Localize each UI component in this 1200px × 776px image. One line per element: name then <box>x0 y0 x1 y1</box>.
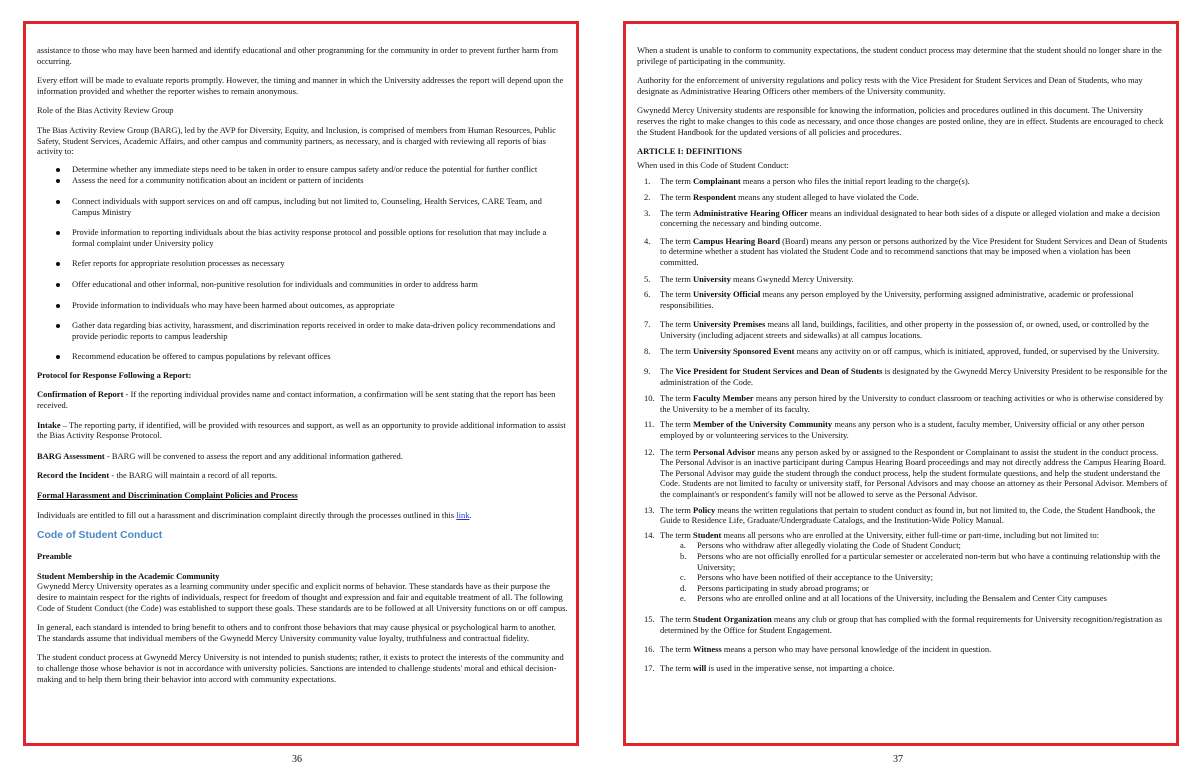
subitem-text: Persons who have been notified of their acceptance to the University; <box>697 572 934 583</box>
definition-number: 16. <box>644 644 655 655</box>
list-item <box>660 593 1171 604</box>
intake-label: Intake <box>37 419 61 430</box>
definition-prefix: The term <box>660 346 694 357</box>
record-label: Record the Incident <box>37 470 110 481</box>
subitem-text: Persons who are not officially enrolled for a particular semester or accelerated non-term but who have a continuing relationship with the University; <box>697 550 1161 572</box>
list-item <box>660 551 1171 572</box>
definition-prefix: The term <box>660 419 694 430</box>
definition-item <box>637 644 1171 655</box>
definition-prefix: The term <box>660 289 694 300</box>
definition-term: Vice President for Student Services and Dean of Students <box>675 366 883 377</box>
article-intro: When used in this Code of Student Conduct: <box>637 159 789 170</box>
definition-item <box>637 289 1171 310</box>
definition-text: means all persons who are enrolled at the University, either full-time or part-time, including but not limited to: <box>721 529 1099 540</box>
definition-number: 6. <box>644 289 651 300</box>
protocol-heading: Protocol for Response Following a Report: <box>37 369 192 380</box>
preamble-heading: Preamble <box>37 551 72 562</box>
definition-term: Administrative Hearing Officer <box>693 207 808 218</box>
definition-number: 4. <box>644 235 651 246</box>
subitem-letter: b. <box>680 550 687 561</box>
definition-text: means a person who may have personal knowledge of the incident in question. <box>721 644 992 655</box>
subitem-text: Persons participating in study abroad programs; or <box>697 582 869 593</box>
definition-prefix: The term <box>660 319 694 330</box>
list-item: Connect individuals with support services on and off campus, including but not limited to, Counseling, Health Services, CARE Team, and Campus Ministry <box>37 196 570 217</box>
subitem-text: Persons who are enrolled online and at all locations of the University, including the Bensalem and Center City campuses <box>697 593 1107 604</box>
intake-paragraph <box>37 420 570 441</box>
definition-item <box>637 366 1171 387</box>
definition-number: 13. <box>644 504 655 515</box>
definition-term: Respondent <box>693 191 737 202</box>
list-item: Refer reports for appropriate resolution processes as necessary <box>37 258 570 269</box>
definition-text: means any student alleged to have violated the Code. <box>736 191 919 202</box>
definition-term: Personal Advisor <box>693 446 756 457</box>
definition-item <box>637 530 1171 604</box>
definition-item <box>637 208 1171 229</box>
definition-text: means any activity on or off campus, which is initiated, approved, funded, or supervised by the University. <box>794 346 1160 357</box>
definition-prefix: The term <box>660 235 694 246</box>
evaluation-paragraph: Every effort will be made to evaluate reports promptly. However, the timing and manner in which the University addresses the report will depend upon the information provided and whether the reporter wishes to remain anonymous. <box>37 75 564 96</box>
definition-term: University Official <box>693 289 761 300</box>
subitem-letter: d. <box>680 582 687 593</box>
definition-term: will <box>693 662 707 673</box>
list-item <box>660 540 1171 551</box>
definition-term: Member of the University Community <box>693 419 833 430</box>
responsibility-paragraph: Gwynedd Mercy University students are responsible for knowing the information, policies and procedures outlined in this document. The University reserves the right to make changes to this code as necessary, and once those changes are posted online, they are in effect. Students are encouraged to check the Student Handbook for the updated versions of all policies and procedures. <box>637 105 1164 137</box>
complaint-link[interactable]: link <box>456 509 470 520</box>
authority-paragraph: Authority for the enforcement of university regulations and policy rests with the Vice President for Student Services and Dean of Students, who may designate as Administrative Hearing Officers other members of the University community. <box>637 75 1143 96</box>
definition-prefix: The term <box>660 662 694 673</box>
definition-text: is designated by the Gwynedd Mercy University President to be responsible for the administration of the Code. <box>660 366 1168 387</box>
article-heading: ARTICLE I: DEFINITIONS <box>637 146 743 157</box>
list-item: Recommend education be offered to campus populations by relevant offices <box>37 351 570 362</box>
definition-number: 1. <box>644 176 651 187</box>
list-item: Determine whether any immediate steps need to be taken in order to ensure campus safety and/or reduce the potential for further conflict <box>37 164 570 175</box>
membership-paragraph: Gwynedd Mercy University operates as a learning community under specific and explicit norms of behavior. These standards have as their purpose the desire to maintain respect for the rights of individuals, respect for freedom of thought and expression and fair and equitable treatment of all. The following Code of Student Conduct (the Code) was established to support these goals. These standards are to be followed at all University functions on or off campus. <box>37 581 568 613</box>
general-standards-paragraph: In general, each standard is intended to bring benefit to others and to confront those behaviors that may cause physical or psychological harm to another. The standards assume that individual members of the Gwynedd Mercy University community value loyalty, truthfulness and contractual fidelity. <box>37 622 556 643</box>
definition-term: University Sponsored Event <box>693 346 795 357</box>
confirmation-label: Confirmation of Report <box>37 389 124 400</box>
definition-number: 5. <box>644 273 651 284</box>
confirmation-text: - If the reporting individual provides name and contact information, a confirmation will be sent stating that the report has been received. <box>37 389 556 411</box>
definition-item <box>637 319 1171 340</box>
definition-term: Campus Hearing Board <box>693 235 780 246</box>
assessment-label: BARG Assessment <box>37 450 105 461</box>
definition-number: 9. <box>644 366 651 377</box>
list-item <box>660 583 1171 594</box>
list-item: Assess the need for a community notification about an incident or pattern of incidents <box>37 175 570 186</box>
barg-duties-list <box>37 164 570 362</box>
definitions-list <box>637 176 1171 673</box>
definition-text: means Gwynedd Mercy University. <box>730 273 854 284</box>
assessment-text: - BARG will be convened to assess the report and any additional information gathered. <box>104 450 403 461</box>
definition-text: means all land, buildings, facilities, and other property in the possession of, or owned, used, or controlled by the University (including adjacent streets and sidewalks) at all campus locations. <box>660 319 1149 340</box>
page-36 <box>23 21 579 746</box>
definition-term: Policy <box>693 504 716 515</box>
intro-paragraph: assistance to those who may have been harmed and identify educational and other programming for the community in order to prevent further harm from occurring. <box>37 45 558 66</box>
definition-number: 14. <box>644 529 655 540</box>
definition-item <box>637 346 1171 357</box>
definition-term: University Premises <box>693 319 766 330</box>
definition-prefix: The term <box>660 393 694 404</box>
definition-text: means any person asked by or assigned to the Respondent or Complainant to assist the student in the conduct process. The Personal Advisor is an inactive participant during Campus Hearing Board proceedings and may not directly address the Campus Hearing Board. The Personal Advisor may guide the student through the conduct process, help the student formulate questions, and help the student understand the Code. Students are not limited to faculty or university staff, for Personal Advisors and may choose an attorney as their Personal Advisor. Members of the complainant's or respondent's family will not be allowed to serve as the Personal Advisor. <box>660 446 1168 499</box>
definition-number: 12. <box>644 446 655 457</box>
definition-prefix: The term <box>660 446 694 457</box>
definition-number: 3. <box>644 207 651 218</box>
barg-intro-paragraph: The Bias Activity Review Group (BARG), led by the AVP for Diversity, Equity, and Inclusion, is comprised of members from Human Resources, Public Safety, Student Services, Academic Affairs, and other campus and community partners, as necessary, and is charged with reviewing all reports of bias activity to: <box>37 124 556 157</box>
definition-item <box>637 274 1171 285</box>
definition-term: University <box>693 273 731 284</box>
conduct-process-paragraph: The student conduct process at Gwynedd Mercy University is not intended to punish students; rather, it exists to protect the interests of the community and to challenge those whose behavior is not in accordance with university policies. Sanctions are intended to challenge students' moral and ethical decision-making and to help them bring their behavior into accord with community expectations. <box>37 652 564 684</box>
code-of-conduct-title: Code of Student Conduct <box>37 530 163 542</box>
definition-prefix: The term <box>660 504 694 515</box>
definition-text: means a person who files the initial report leading to the charge(s). <box>740 176 970 187</box>
page-37 <box>623 21 1179 746</box>
expectations-paragraph: When a student is unable to conform to community expectations, the student conduct process may determine that the student should no longer share in the privilege of participating in the community. <box>637 45 1162 66</box>
definition-prefix: The term <box>660 191 694 202</box>
page-number-right: 37 <box>893 754 903 765</box>
definition-text: is used in the imperative sense, not imparting a choice. <box>706 662 895 673</box>
assessment-paragraph <box>37 451 570 462</box>
membership-heading: Student Membership in the Academic Community <box>37 570 220 581</box>
definition-prefix: The term <box>660 176 694 187</box>
definition-number: 15. <box>644 613 655 624</box>
definition-item <box>637 192 1171 203</box>
definition-item <box>637 176 1171 187</box>
definition-text: means any person employed by the University, performing assigned administrative, academic or professional responsibilities. <box>660 289 1134 310</box>
definition-number: 11. <box>644 419 655 430</box>
subitem-text: Persons who withdraw after allegedly violating the Code of Student Conduct; <box>697 540 961 551</box>
definition-prefix: The term <box>660 529 694 540</box>
definition-item <box>637 393 1171 414</box>
definition-term: Complainant <box>693 176 741 187</box>
list-item <box>660 572 1171 583</box>
definition-term: Witness <box>693 644 722 655</box>
list-item: Provide information to reporting individuals about the bias activity response protocol and possible options for resolution that may include a formal complaint under University policy <box>37 227 570 248</box>
definition-text: means any person hired by the University to conduct classroom or teaching activities or who is otherwise considered by the University to be a member of its faculty. <box>660 393 1164 414</box>
record-paragraph <box>37 470 570 481</box>
definition-number: 10. <box>644 393 655 404</box>
list-item: Gather data regarding bias activity, harassment, and discrimination reports received in order to make data-driven policy recommendations and provide periodic reports to campus leadership <box>37 320 570 341</box>
subitem-letter: c. <box>680 572 686 583</box>
student-subitems-list <box>660 540 1171 604</box>
role-heading: Role of the Bias Activity Review Group <box>37 105 174 116</box>
definition-item <box>637 614 1171 635</box>
definition-item <box>637 447 1171 500</box>
definition-item <box>637 419 1171 440</box>
definition-item <box>637 505 1171 526</box>
definition-text: means the written regulations that pertain to student conduct as found in, but not limited to, the Code, the Student Handbook, the Guide to Residence Life, Graduate/Undergraduate Catalogs, and the Institution-Wide Policy Manual. <box>660 504 1156 526</box>
list-item: Provide information to individuals who may have been harmed about outcomes, as appropriate <box>37 300 570 311</box>
definition-prefix: The <box>660 366 676 377</box>
confirmation-paragraph <box>37 389 570 410</box>
definition-prefix: The term <box>660 273 694 284</box>
definition-number: 7. <box>644 319 651 330</box>
record-text: - the BARG will maintain a record of all reports. <box>109 470 278 481</box>
definition-number: 2. <box>644 191 651 202</box>
definition-term: Student Organization <box>693 613 772 624</box>
definition-text: (Board) means any person or persons authorized by the Vice President for Student Services and Dean of Students to determine whether a student has violated the Student Code and to recommend sanctions that may be imposed when a violation has been committed. <box>660 235 1168 267</box>
subitem-letter: e. <box>680 593 686 604</box>
complaint-paragraph <box>37 510 570 521</box>
definition-number: 8. <box>644 346 651 357</box>
formal-complaint-heading: Formal Harassment and Discrimination Complaint Policies and Process <box>37 490 298 501</box>
definition-term: Faculty Member <box>693 393 754 404</box>
list-item: Offer educational and other informal, non-punitive resolution for individuals and communities in order to address harm <box>37 279 570 290</box>
page-number-left: 36 <box>292 754 302 765</box>
definition-text: means any club or group that has complied with the formal requirements for University recognition/registration as determined by the Office for Student Engagement. <box>660 613 1163 635</box>
definition-prefix: The term <box>660 613 694 624</box>
complaint-text: Individuals are entitled to fill out a harassment and discrimination complaint directly through the processes outlined in this <box>37 509 457 520</box>
definition-term: Student <box>693 529 722 540</box>
definition-number: 17. <box>644 662 655 673</box>
intake-text: – The reporting party, if identified, will be provided with resources and support, as well as an opportunity to provide additional information to assist the Bias Activity Response Protocol. <box>37 419 566 441</box>
complaint-suffix: . <box>469 509 472 520</box>
definition-item <box>637 236 1171 268</box>
definition-text: means an individual designated to hear both sides of a dispute or alleged violation and make a decision concerning the necessary and binding outcome. <box>660 207 1160 229</box>
subitem-letter: a. <box>680 540 686 551</box>
definition-text: means any person who is a student, faculty member, University official or any other person employed by or volunteering services to the University. <box>660 419 1145 441</box>
definition-item <box>637 663 1171 674</box>
definition-prefix: The term <box>660 207 694 218</box>
definition-prefix: The term <box>660 644 694 655</box>
